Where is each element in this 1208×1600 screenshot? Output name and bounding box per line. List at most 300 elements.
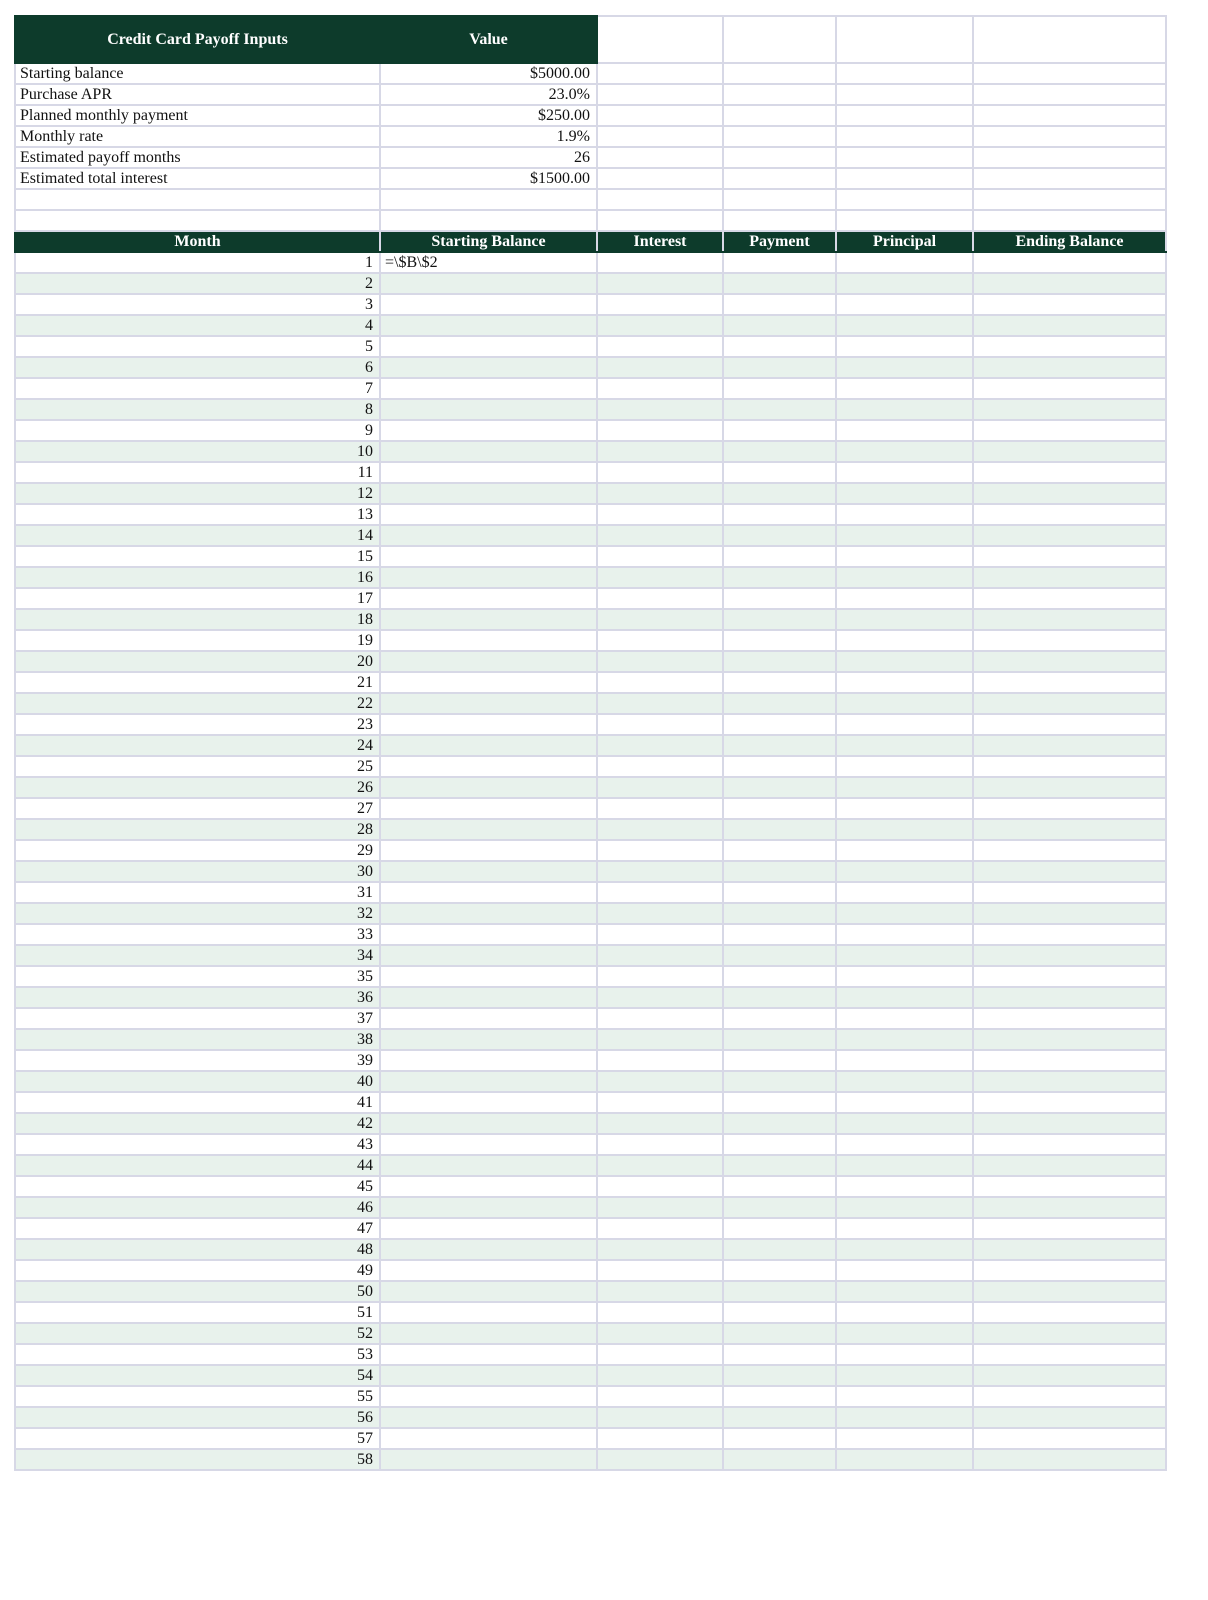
month-cell[interactable]: 38 <box>15 1029 380 1050</box>
interest-cell[interactable] <box>597 1218 723 1239</box>
ending-balance-cell[interactable] <box>973 420 1166 441</box>
interest-cell[interactable] <box>597 1407 723 1428</box>
cell[interactable] <box>597 126 723 147</box>
principal-cell[interactable] <box>836 714 973 735</box>
starting-balance-cell[interactable] <box>380 525 597 546</box>
cell[interactable] <box>597 210 723 231</box>
ending-balance-cell[interactable] <box>973 1344 1166 1365</box>
ending-balance-cell[interactable] <box>973 1449 1166 1470</box>
cell[interactable] <box>597 16 723 63</box>
month-cell[interactable]: 32 <box>15 903 380 924</box>
payment-cell[interactable] <box>723 504 836 525</box>
starting-balance-cell[interactable] <box>380 420 597 441</box>
input-label[interactable]: Estimated total interest <box>15 168 380 189</box>
cell[interactable] <box>597 84 723 105</box>
payment-cell[interactable] <box>723 777 836 798</box>
principal-cell[interactable] <box>836 1365 973 1386</box>
month-cell[interactable]: 33 <box>15 924 380 945</box>
interest-cell[interactable] <box>597 651 723 672</box>
payment-cell[interactable] <box>723 1428 836 1449</box>
cell[interactable] <box>380 210 597 231</box>
ending-balance-cell[interactable] <box>973 819 1166 840</box>
starting-balance-cell[interactable] <box>380 1365 597 1386</box>
month-cell[interactable]: 48 <box>15 1239 380 1260</box>
payment-cell[interactable] <box>723 1113 836 1134</box>
principal-cell[interactable] <box>836 525 973 546</box>
starting-balance-cell[interactable] <box>380 735 597 756</box>
principal-cell[interactable] <box>836 1302 973 1323</box>
interest-cell[interactable] <box>597 1008 723 1029</box>
principal-cell[interactable] <box>836 1197 973 1218</box>
ending-balance-cell[interactable] <box>973 1155 1166 1176</box>
cell[interactable] <box>973 147 1166 168</box>
interest-cell[interactable] <box>597 819 723 840</box>
ending-balance-cell[interactable] <box>973 1029 1166 1050</box>
ending-balance-cell[interactable] <box>973 756 1166 777</box>
interest-cell[interactable] <box>597 1197 723 1218</box>
ending-balance-cell[interactable] <box>973 1407 1166 1428</box>
input-value[interactable]: $5000.00 <box>380 63 597 84</box>
ending-balance-cell[interactable] <box>973 504 1166 525</box>
cell[interactable] <box>15 189 380 210</box>
starting-balance-cell[interactable] <box>380 504 597 525</box>
ending-balance-cell[interactable] <box>973 483 1166 504</box>
principal-cell[interactable] <box>836 273 973 294</box>
ending-balance-cell[interactable] <box>973 1218 1166 1239</box>
cell[interactable] <box>973 168 1166 189</box>
input-value[interactable]: 26 <box>380 147 597 168</box>
month-cell[interactable]: 55 <box>15 1386 380 1407</box>
payment-cell[interactable] <box>723 483 836 504</box>
month-cell[interactable]: 11 <box>15 462 380 483</box>
starting-balance-cell[interactable] <box>380 1029 597 1050</box>
month-cell[interactable]: 15 <box>15 546 380 567</box>
month-cell[interactable]: 9 <box>15 420 380 441</box>
starting-balance-cell[interactable] <box>380 924 597 945</box>
payment-cell[interactable] <box>723 798 836 819</box>
month-cell[interactable]: 29 <box>15 840 380 861</box>
ending-balance-cell[interactable] <box>973 609 1166 630</box>
principal-cell[interactable] <box>836 294 973 315</box>
month-cell[interactable]: 30 <box>15 861 380 882</box>
ending-balance-cell[interactable] <box>973 903 1166 924</box>
interest-cell[interactable] <box>597 483 723 504</box>
payment-cell[interactable] <box>723 357 836 378</box>
principal-cell[interactable] <box>836 882 973 903</box>
interest-cell[interactable] <box>597 903 723 924</box>
ending-balance-cell[interactable] <box>973 252 1166 273</box>
principal-cell[interactable] <box>836 441 973 462</box>
month-cell[interactable]: 51 <box>15 1302 380 1323</box>
interest-cell[interactable] <box>597 672 723 693</box>
ending-balance-cell[interactable] <box>973 693 1166 714</box>
starting-balance-cell[interactable] <box>380 1134 597 1155</box>
interest-cell[interactable] <box>597 777 723 798</box>
payment-cell[interactable] <box>723 924 836 945</box>
starting-balance-cell[interactable] <box>380 441 597 462</box>
starting-balance-header[interactable]: Starting Balance <box>380 231 597 252</box>
interest-cell[interactable] <box>597 1302 723 1323</box>
ending-balance-cell[interactable] <box>973 525 1166 546</box>
ending-balance-cell[interactable] <box>973 966 1166 987</box>
month-cell[interactable]: 23 <box>15 714 380 735</box>
interest-cell[interactable] <box>597 357 723 378</box>
starting-balance-cell[interactable] <box>380 651 597 672</box>
month-cell[interactable]: 43 <box>15 1134 380 1155</box>
ending-balance-cell[interactable] <box>973 588 1166 609</box>
month-cell[interactable]: 6 <box>15 357 380 378</box>
cell[interactable] <box>723 147 836 168</box>
ending-balance-cell[interactable] <box>973 1092 1166 1113</box>
starting-balance-cell[interactable] <box>380 1386 597 1407</box>
starting-balance-cell[interactable] <box>380 945 597 966</box>
month-cell[interactable]: 58 <box>15 1449 380 1470</box>
principal-cell[interactable] <box>836 840 973 861</box>
interest-cell[interactable] <box>597 735 723 756</box>
principal-cell[interactable] <box>836 1092 973 1113</box>
principal-cell[interactable] <box>836 672 973 693</box>
payment-cell[interactable] <box>723 462 836 483</box>
ending-balance-cell[interactable] <box>973 546 1166 567</box>
interest-cell[interactable] <box>597 798 723 819</box>
payment-cell[interactable] <box>723 1155 836 1176</box>
payment-cell[interactable] <box>723 1239 836 1260</box>
month-cell[interactable]: 28 <box>15 819 380 840</box>
payment-cell[interactable] <box>723 567 836 588</box>
starting-balance-cell[interactable] <box>380 987 597 1008</box>
cell[interactable] <box>15 210 380 231</box>
starting-balance-cell[interactable] <box>380 798 597 819</box>
cell[interactable] <box>973 210 1166 231</box>
payment-cell[interactable] <box>723 672 836 693</box>
principal-cell[interactable] <box>836 1050 973 1071</box>
principal-cell[interactable] <box>836 1344 973 1365</box>
starting-balance-cell[interactable] <box>380 693 597 714</box>
cell[interactable] <box>973 16 1166 63</box>
interest-cell[interactable] <box>597 252 723 273</box>
cell[interactable] <box>380 189 597 210</box>
principal-cell[interactable] <box>836 819 973 840</box>
interest-cell[interactable] <box>597 1050 723 1071</box>
payment-cell[interactable] <box>723 903 836 924</box>
starting-balance-cell[interactable] <box>380 1449 597 1470</box>
interest-cell[interactable] <box>597 1113 723 1134</box>
month-cell[interactable]: 54 <box>15 1365 380 1386</box>
ending-balance-cell[interactable] <box>973 651 1166 672</box>
month-cell[interactable]: 16 <box>15 567 380 588</box>
payment-cell[interactable] <box>723 1386 836 1407</box>
principal-cell[interactable] <box>836 1029 973 1050</box>
ending-balance-cell[interactable] <box>973 798 1166 819</box>
month-cell[interactable]: 8 <box>15 399 380 420</box>
cell[interactable] <box>836 105 973 126</box>
ending-balance-cell[interactable] <box>973 1197 1166 1218</box>
month-cell[interactable]: 1 <box>15 252 380 273</box>
interest-cell[interactable] <box>597 336 723 357</box>
principal-cell[interactable] <box>836 1176 973 1197</box>
payment-cell[interactable] <box>723 945 836 966</box>
month-cell[interactable]: 47 <box>15 1218 380 1239</box>
interest-cell[interactable] <box>597 987 723 1008</box>
month-cell[interactable]: 36 <box>15 987 380 1008</box>
principal-cell[interactable] <box>836 399 973 420</box>
cell[interactable] <box>836 16 973 63</box>
starting-balance-cell[interactable] <box>380 273 597 294</box>
month-cell[interactable]: 7 <box>15 378 380 399</box>
starting-balance-cell[interactable] <box>380 861 597 882</box>
payment-cell[interactable] <box>723 273 836 294</box>
inputs-header-value[interactable]: Value <box>380 16 597 63</box>
starting-balance-cell[interactable] <box>380 966 597 987</box>
payment-cell[interactable] <box>723 1323 836 1344</box>
payment-cell[interactable] <box>723 1134 836 1155</box>
cell[interactable] <box>836 126 973 147</box>
interest-cell[interactable] <box>597 861 723 882</box>
month-cell[interactable]: 5 <box>15 336 380 357</box>
month-cell[interactable]: 46 <box>15 1197 380 1218</box>
ending-balance-cell[interactable] <box>973 672 1166 693</box>
ending-balance-cell[interactable] <box>973 1281 1166 1302</box>
principal-cell[interactable] <box>836 1260 973 1281</box>
starting-balance-cell[interactable] <box>380 567 597 588</box>
interest-cell[interactable] <box>597 756 723 777</box>
cell[interactable] <box>597 147 723 168</box>
interest-cell[interactable] <box>597 693 723 714</box>
starting-balance-cell[interactable] <box>380 399 597 420</box>
starting-balance-cell[interactable] <box>380 336 597 357</box>
interest-cell[interactable] <box>597 546 723 567</box>
input-label[interactable]: Monthly rate <box>15 126 380 147</box>
ending-balance-cell[interactable] <box>973 1071 1166 1092</box>
cell[interactable] <box>723 63 836 84</box>
payment-cell[interactable] <box>723 378 836 399</box>
principal-cell[interactable] <box>836 861 973 882</box>
cell[interactable] <box>723 126 836 147</box>
ending-balance-cell[interactable] <box>973 378 1166 399</box>
ending-balance-cell[interactable] <box>973 315 1166 336</box>
month-cell[interactable]: 25 <box>15 756 380 777</box>
month-cell[interactable]: 4 <box>15 315 380 336</box>
starting-balance-cell[interactable] <box>380 903 597 924</box>
ending-balance-cell[interactable] <box>973 1323 1166 1344</box>
payment-header[interactable]: Payment <box>723 231 836 252</box>
payment-cell[interactable] <box>723 252 836 273</box>
principal-cell[interactable] <box>836 1008 973 1029</box>
input-label[interactable]: Planned monthly payment <box>15 105 380 126</box>
starting-balance-cell[interactable] <box>380 1407 597 1428</box>
month-cell[interactable]: 40 <box>15 1071 380 1092</box>
cell[interactable] <box>597 168 723 189</box>
starting-balance-cell[interactable] <box>380 882 597 903</box>
starting-balance-cell[interactable] <box>380 1218 597 1239</box>
ending-balance-cell[interactable] <box>973 1260 1166 1281</box>
principal-cell[interactable] <box>836 1449 973 1470</box>
cell[interactable] <box>723 84 836 105</box>
interest-cell[interactable] <box>597 1323 723 1344</box>
starting-balance-cell[interactable] <box>380 315 597 336</box>
interest-cell[interactable] <box>597 1134 723 1155</box>
principal-cell[interactable] <box>836 945 973 966</box>
payment-cell[interactable] <box>723 714 836 735</box>
payment-cell[interactable] <box>723 588 836 609</box>
month-cell[interactable]: 42 <box>15 1113 380 1134</box>
starting-balance-cell[interactable] <box>380 1239 597 1260</box>
input-value[interactable]: $250.00 <box>380 105 597 126</box>
starting-balance-cell[interactable] <box>380 777 597 798</box>
month-cell[interactable]: 10 <box>15 441 380 462</box>
month-cell[interactable]: 21 <box>15 672 380 693</box>
payment-cell[interactable] <box>723 1344 836 1365</box>
starting-balance-cell[interactable] <box>380 294 597 315</box>
input-label[interactable]: Starting balance <box>15 63 380 84</box>
ending-balance-cell[interactable] <box>973 1428 1166 1449</box>
payment-cell[interactable] <box>723 819 836 840</box>
ending-balance-cell[interactable] <box>973 1008 1166 1029</box>
principal-cell[interactable] <box>836 420 973 441</box>
principal-cell[interactable] <box>836 966 973 987</box>
principal-cell[interactable] <box>836 1323 973 1344</box>
payment-cell[interactable] <box>723 441 836 462</box>
starting-balance-cell[interactable] <box>380 378 597 399</box>
ending-balance-cell[interactable] <box>973 357 1166 378</box>
month-cell[interactable]: 17 <box>15 588 380 609</box>
month-cell[interactable]: 22 <box>15 693 380 714</box>
starting-balance-cell[interactable] <box>380 1260 597 1281</box>
month-cell[interactable]: 31 <box>15 882 380 903</box>
interest-cell[interactable] <box>597 1449 723 1470</box>
ending-balance-header[interactable]: Ending Balance <box>973 231 1166 252</box>
starting-balance-cell[interactable] <box>380 1050 597 1071</box>
interest-cell[interactable] <box>597 840 723 861</box>
cell[interactable] <box>597 63 723 84</box>
month-cell[interactable]: 44 <box>15 1155 380 1176</box>
payment-cell[interactable] <box>723 1050 836 1071</box>
cell[interactable] <box>597 189 723 210</box>
payment-cell[interactable] <box>723 1008 836 1029</box>
starting-balance-cell[interactable] <box>380 546 597 567</box>
starting-balance-cell[interactable] <box>380 1176 597 1197</box>
starting-balance-cell[interactable] <box>380 588 597 609</box>
ending-balance-cell[interactable] <box>973 777 1166 798</box>
payment-cell[interactable] <box>723 336 836 357</box>
starting-balance-cell[interactable] <box>380 1428 597 1449</box>
interest-cell[interactable] <box>597 1260 723 1281</box>
principal-cell[interactable] <box>836 1155 973 1176</box>
month-cell[interactable]: 56 <box>15 1407 380 1428</box>
month-cell[interactable]: 45 <box>15 1176 380 1197</box>
input-value[interactable]: $1500.00 <box>380 168 597 189</box>
interest-cell[interactable] <box>597 294 723 315</box>
month-cell[interactable]: 49 <box>15 1260 380 1281</box>
payment-cell[interactable] <box>723 1029 836 1050</box>
starting-balance-cell[interactable] <box>380 840 597 861</box>
input-value[interactable]: 23.0% <box>380 84 597 105</box>
starting-balance-cell[interactable] <box>380 819 597 840</box>
starting-balance-cell[interactable] <box>380 1197 597 1218</box>
principal-cell[interactable] <box>836 651 973 672</box>
payment-cell[interactable] <box>723 546 836 567</box>
payment-cell[interactable] <box>723 840 836 861</box>
interest-cell[interactable] <box>597 1344 723 1365</box>
principal-cell[interactable] <box>836 777 973 798</box>
payment-cell[interactable] <box>723 1092 836 1113</box>
payment-cell[interactable] <box>723 1365 836 1386</box>
payment-cell[interactable] <box>723 1407 836 1428</box>
ending-balance-cell[interactable] <box>973 882 1166 903</box>
interest-cell[interactable] <box>597 924 723 945</box>
payment-cell[interactable] <box>723 525 836 546</box>
ending-balance-cell[interactable] <box>973 1113 1166 1134</box>
interest-cell[interactable] <box>597 1176 723 1197</box>
month-cell[interactable]: 57 <box>15 1428 380 1449</box>
cell[interactable] <box>836 63 973 84</box>
starting-balance-cell[interactable] <box>380 1008 597 1029</box>
month-cell[interactable]: 53 <box>15 1344 380 1365</box>
interest-cell[interactable] <box>597 966 723 987</box>
ending-balance-cell[interactable] <box>973 987 1166 1008</box>
principal-cell[interactable] <box>836 1218 973 1239</box>
interest-cell[interactable] <box>597 1155 723 1176</box>
interest-cell[interactable] <box>597 1281 723 1302</box>
cell[interactable] <box>973 63 1166 84</box>
payment-cell[interactable] <box>723 987 836 1008</box>
ending-balance-cell[interactable] <box>973 441 1166 462</box>
cell[interactable] <box>723 16 836 63</box>
cell[interactable] <box>597 105 723 126</box>
principal-cell[interactable] <box>836 1134 973 1155</box>
principal-cell[interactable] <box>836 903 973 924</box>
principal-cell[interactable] <box>836 1071 973 1092</box>
starting-balance-cell[interactable] <box>380 1323 597 1344</box>
month-cell[interactable]: 41 <box>15 1092 380 1113</box>
principal-cell[interactable] <box>836 1386 973 1407</box>
payment-cell[interactable] <box>723 693 836 714</box>
interest-cell[interactable] <box>597 630 723 651</box>
starting-balance-cell[interactable] <box>380 1344 597 1365</box>
month-cell[interactable]: 18 <box>15 609 380 630</box>
payment-cell[interactable] <box>723 1197 836 1218</box>
principal-cell[interactable] <box>836 588 973 609</box>
principal-header[interactable]: Principal <box>836 231 973 252</box>
principal-cell[interactable] <box>836 609 973 630</box>
starting-balance-cell[interactable] <box>380 714 597 735</box>
interest-cell[interactable] <box>597 567 723 588</box>
payment-cell[interactable] <box>723 420 836 441</box>
starting-balance-cell[interactable] <box>380 1155 597 1176</box>
ending-balance-cell[interactable] <box>973 630 1166 651</box>
cell[interactable] <box>723 210 836 231</box>
interest-cell[interactable] <box>597 945 723 966</box>
interest-cell[interactable] <box>597 882 723 903</box>
payment-cell[interactable] <box>723 966 836 987</box>
interest-cell[interactable] <box>597 1365 723 1386</box>
interest-cell[interactable] <box>597 399 723 420</box>
payment-cell[interactable] <box>723 609 836 630</box>
ending-balance-cell[interactable] <box>973 840 1166 861</box>
interest-cell[interactable] <box>597 315 723 336</box>
principal-cell[interactable] <box>836 1407 973 1428</box>
principal-cell[interactable] <box>836 336 973 357</box>
payment-cell[interactable] <box>723 651 836 672</box>
interest-cell[interactable] <box>597 1386 723 1407</box>
principal-cell[interactable] <box>836 567 973 588</box>
ending-balance-cell[interactable] <box>973 1050 1166 1071</box>
month-cell[interactable]: 27 <box>15 798 380 819</box>
payment-cell[interactable] <box>723 1449 836 1470</box>
cell[interactable] <box>836 210 973 231</box>
month-cell[interactable]: 19 <box>15 630 380 651</box>
starting-balance-cell[interactable] <box>380 609 597 630</box>
